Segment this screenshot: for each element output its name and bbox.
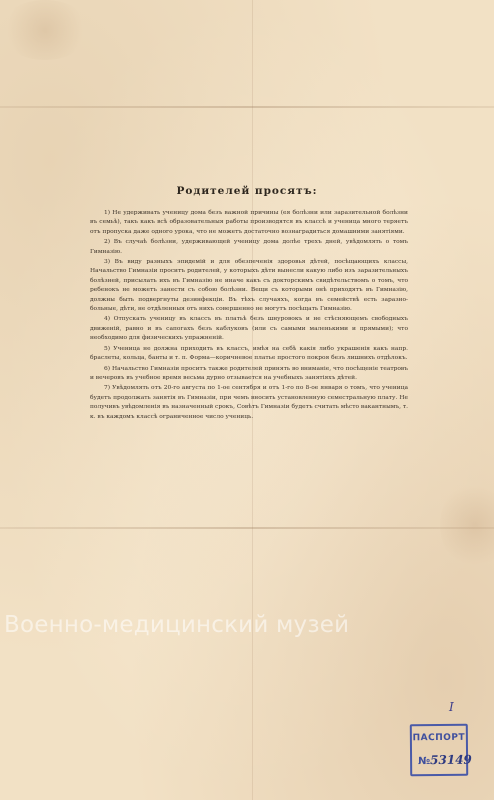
document-body [90,209,408,423]
paragraph: 4) Отпускать ученицу въ классъ въ платьѣ безъ шнуровокъ и не стѣсняющемъ свободныхъ движеній, равно и въ сапогахъ безъ каблуковъ (или съ самыми маленькими и прямыми); что необходимо для физическихъ упражненій. [90,316,408,342]
passport-stamp [410,724,472,777]
number-prefix: № [418,756,431,768]
paragraph: 6) Начальство Гимназіи проситъ также родителей принять во вниманіе, что посѣщеніе театровъ и вечеровъ въ учебное время весьма дурно отзывается на учебныхъ занятіяхъ дѣтей. [90,365,408,381]
fold-line [0,527,494,529]
paper-stain [0,0,90,60]
document-title: Родителей просятъ: [176,185,318,197]
paragraph: 2) Въ случаѣ болѣзни, удерживающей ученицу дома долѣе трехъ дней, увѣдомлять о томъ Гимназію. [90,239,408,255]
handwritten-number: 53149 [430,752,472,768]
paragraph: 7) Увѣдомлять отъ 20-го августа по 1-ое сентября и отъ 1-го по 8-ое января о томъ, что ученица будетъ продолжать занятія въ Гимназіи, при чемъ вносить установленную семестральную плату. Не получивъ увѣдомленія въ назначенный срокъ, Совѣтъ Гимназіи будетъ считать мѣсто вакантнымъ, т. к. въ каждомъ классѣ ограниченное число учениць. [90,385,408,420]
stamp-number [418,753,472,767]
fold-line [0,106,494,108]
paragraph: 5) Ученица не должна приходить въ классъ, имѣя на себѣ какія либо украшенія какъ напр. браслеты, кольца, банты и т. п. Форма—коричневое платье простого покроя безъ лишнихъ отдѣлокъ. [90,345,408,362]
museum-watermark: Военно-медицинский музей [4,612,350,638]
stamp-label: ПАСПОРТ [412,732,466,744]
paragraph: 3) Въ виду разныхъ эпидемій и для обезпеченія здоровья дѣтей, посѣщающихъ классы, Начальство Гимназіи проситъ родителей, у которыхъ дѣти вынесли какую либо изъ заразительныхъ болѣзней, присылать ихъ въ Гимназію не иначе какъ съ докторскимъ свидѣтельствомъ о томъ, что ребенокъ не можетъ занести съ собою болѣзни. Вещи съ которыми онѣ приходятъ въ Гимназію, должны быть подвергнуты дезинфекціи. Въ тѣхъ случаяхъ, когда въ семействѣ есть заразно-больные, дѣти, не отдѣленныя отъ нихъ совершенно не могутъ посѣщать Гимназію. [90,259,408,313]
handwritten-annotation: I [449,700,454,714]
paragraph: 1) Не удерживать ученицу дома безъ важной причины (ея болѣзни или заразительной болѣзни въ семьѣ), такъ какъ всѣ образовательныя работы производятся въ классѣ и ученица много теряетъ отъ пропуска даже одного урока, что не можетъ достаточно вознаградиться домашними занятіями. [90,210,408,235]
